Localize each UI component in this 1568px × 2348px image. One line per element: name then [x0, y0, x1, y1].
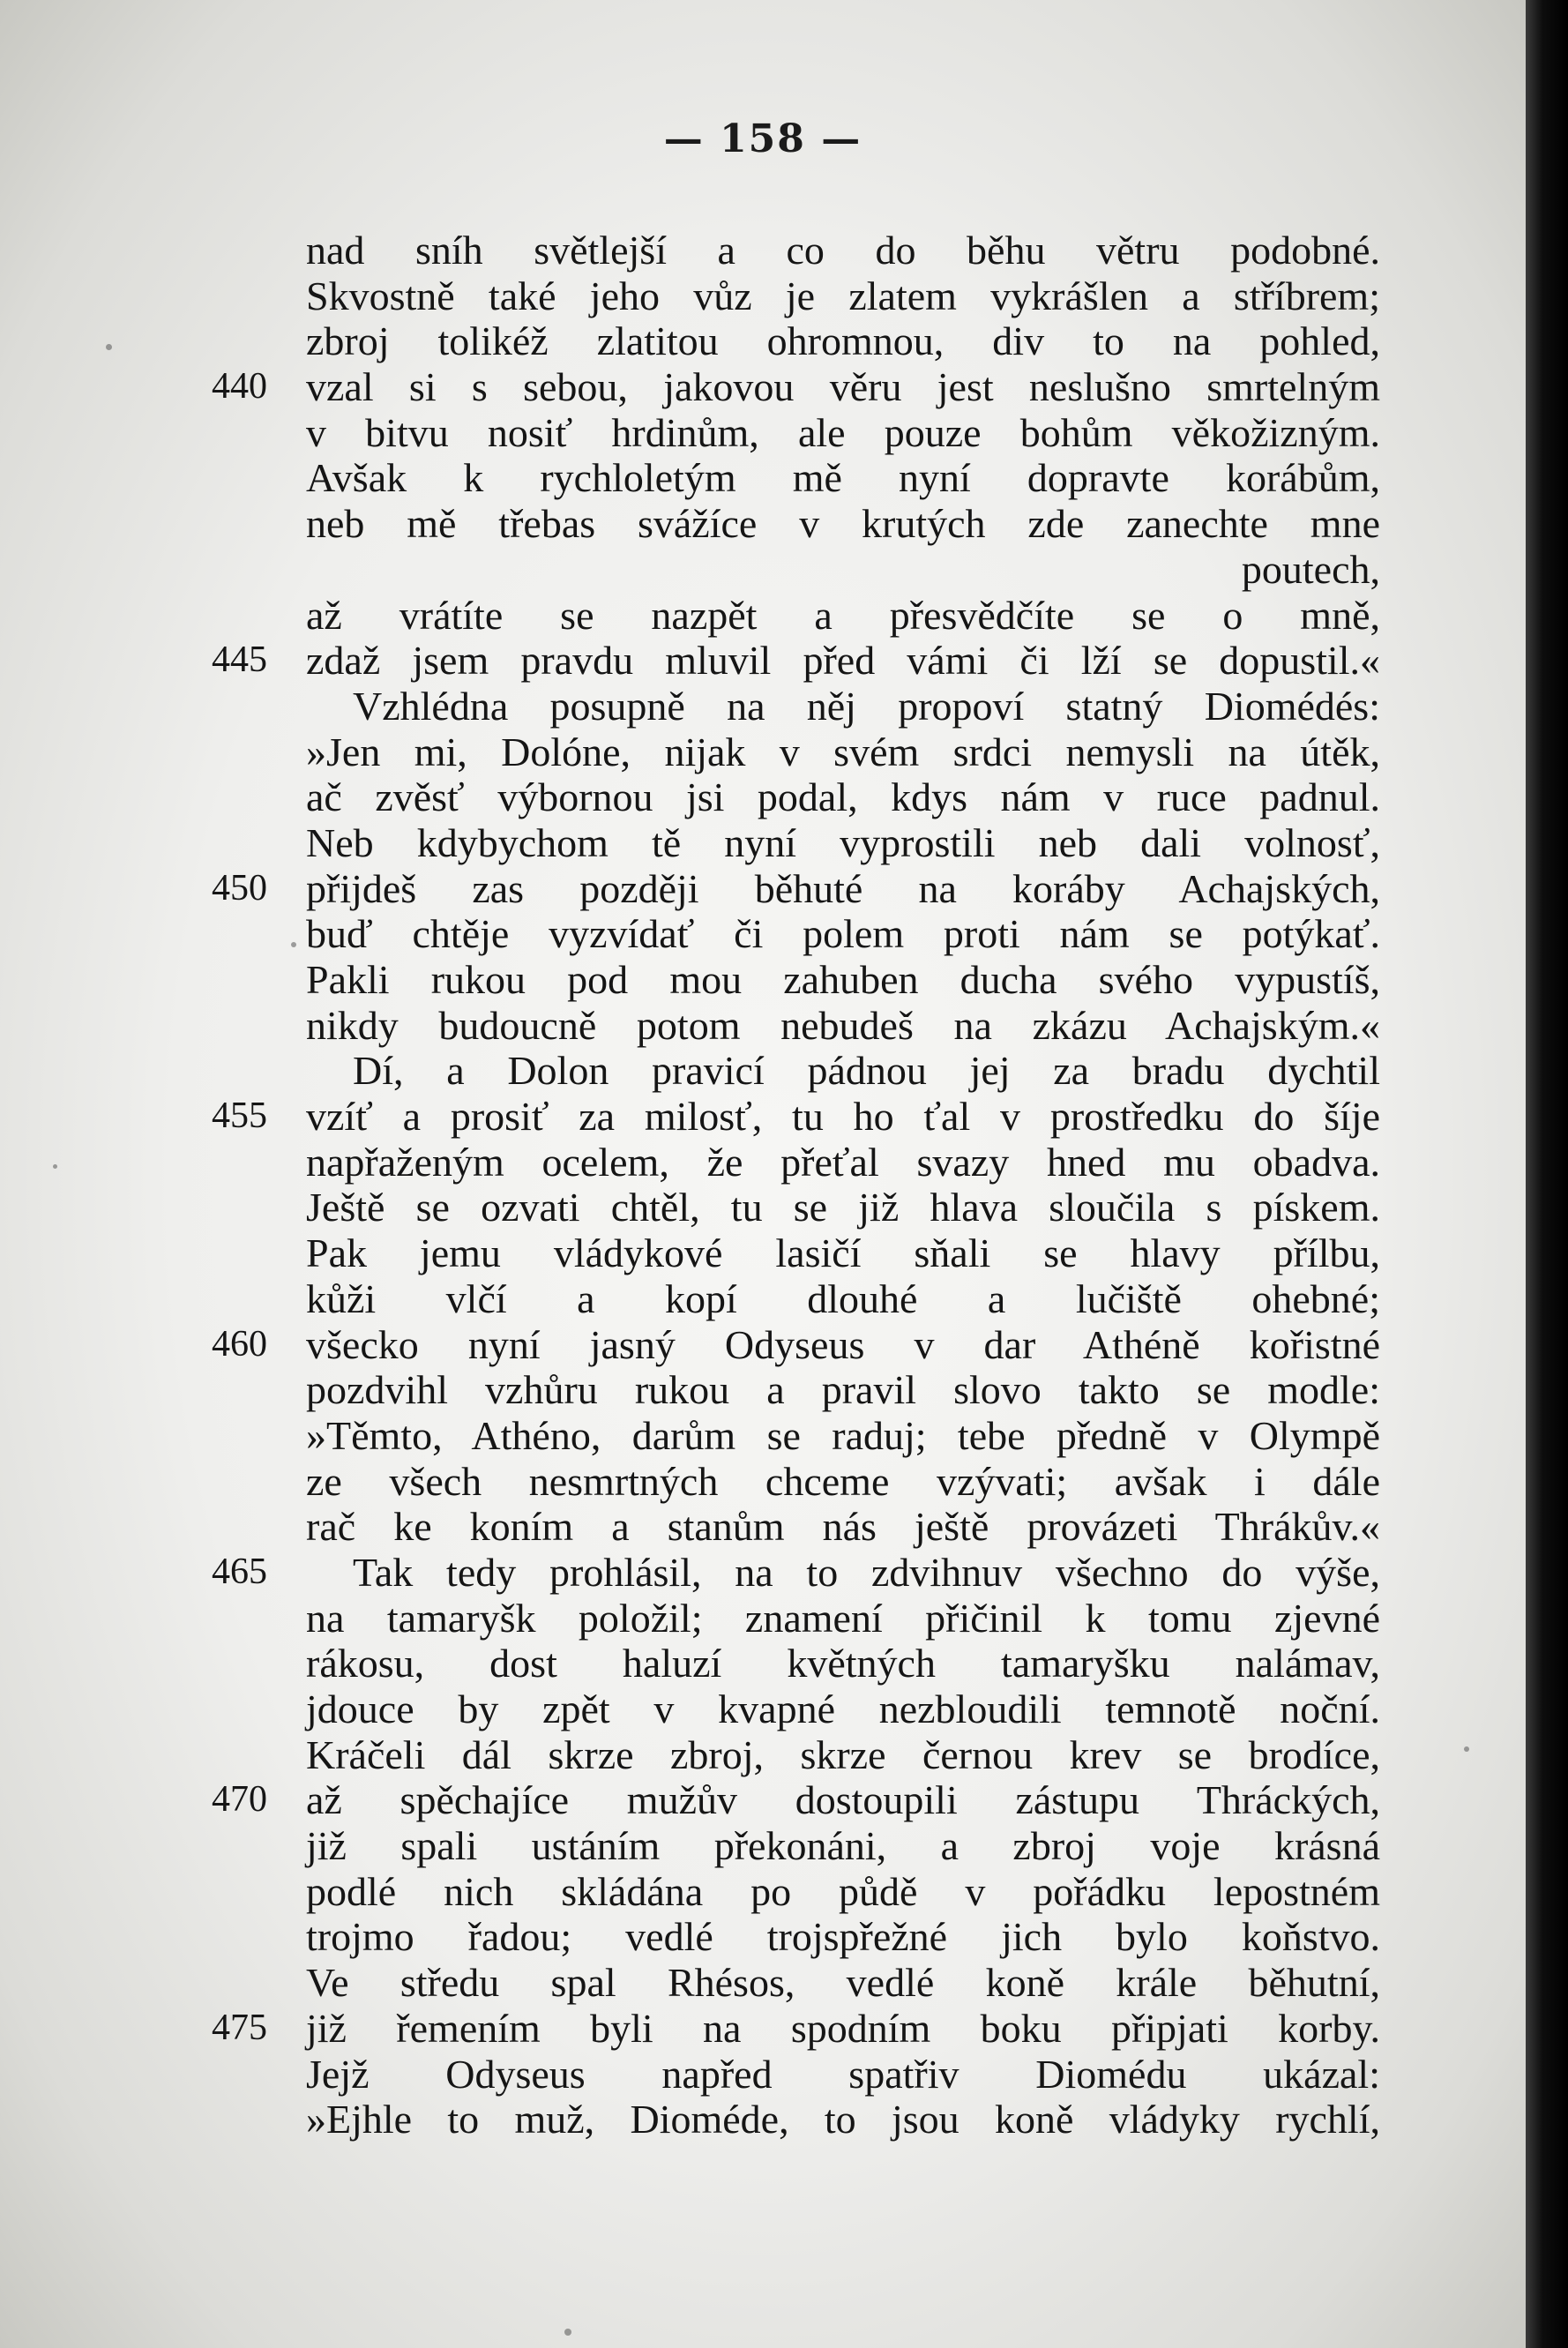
verse-line — [0, 1504, 1526, 1550]
verse-text: »Ejhle to muž, Dioméde, to jsou koně vládyky rychlí, — [306, 2097, 1380, 2142]
verse-line — [0, 1869, 1526, 1915]
verse-text: Vzhlédna posupně na něj propoví statný Diomédés: — [353, 683, 1380, 729]
verse-line — [0, 866, 1526, 912]
verse-line — [0, 410, 1526, 456]
verse-line — [0, 684, 1526, 729]
line-number: 465 — [212, 1551, 267, 1592]
verse-text: rákosu, dost haluzí květných tamaryšku nalámav, — [306, 1641, 1380, 1686]
verse-text: v bitvu nosiť hrdinům, ale pouze bohům věkožizným. — [306, 409, 1380, 455]
verse-text: zbroj tolikéž zlatitou ohromnou, div to na pohled, — [306, 318, 1380, 364]
verse-text: napřaženým ocelem, že přeťal svazy hned mu obadva. — [306, 1139, 1380, 1185]
verse-text: Avšak k rychloletým mě nyní dopravte korábům, — [306, 455, 1380, 501]
verse-text: na tamaryšk položil; znamení přičinil k tomu zjevné — [306, 1595, 1380, 1641]
verse-line — [0, 638, 1526, 684]
verse-line — [0, 1230, 1526, 1276]
verse-text: Pak jemu vládykové lasičí sňali se hlavy přílbu, — [306, 1230, 1380, 1276]
verse-text: »Jen mi, Dolóne, nijak v svém srdci nemysli na útěk, — [306, 729, 1380, 774]
verse-text: ze všech nesmrtných chceme vzývati; avšak i dále — [306, 1458, 1380, 1504]
verse-line — [0, 911, 1526, 957]
verse-text: Pakli rukou pod mou zahuben ducha svého vypustíš, — [306, 957, 1380, 1002]
verse-line — [0, 1777, 1526, 1823]
verse-line — [0, 318, 1526, 364]
page-edge — [1526, 0, 1568, 2348]
print-speck — [291, 942, 296, 947]
print-speck — [106, 344, 112, 350]
verse-text: již spali ustáním překonáni, a zbroj voje krásná — [306, 1823, 1380, 1869]
verse-text: jdouce by zpět v kvapné nezbloudili temnotě noční. — [306, 1686, 1380, 1731]
verse-line — [0, 364, 1526, 410]
verse-line — [0, 729, 1526, 775]
verse-text: všecko nyní jasný Odyseus v dar Athéně kořistné — [306, 1321, 1380, 1367]
verse-line — [0, 1459, 1526, 1505]
verse-line — [0, 2097, 1526, 2142]
print-speck — [53, 1164, 57, 1169]
verse-line — [0, 1322, 1526, 1368]
verse-text: až vrátíte se nazpět a přesvědčíte se o mně, — [306, 592, 1380, 638]
line-number: 445 — [212, 639, 267, 681]
verse-text: Neb kdybychom tě nyní vyprostili neb dali volnosť, — [306, 819, 1380, 865]
verse-text: »Těmto, Athéno, darům se raduj; tebe předně v Olympě — [306, 1412, 1380, 1458]
verse-line — [0, 1550, 1526, 1596]
verse-line — [0, 455, 1526, 501]
line-number: 460 — [212, 1323, 267, 1365]
verse-line — [0, 1413, 1526, 1459]
line-number: 440 — [212, 366, 267, 408]
verse-line — [0, 547, 1526, 593]
verse-text: podlé nich skládána po půdě v pořádku lepostném — [306, 1868, 1380, 1914]
verse-line — [0, 1596, 1526, 1641]
verse-line — [0, 1914, 1526, 1960]
verse-line — [0, 1140, 1526, 1185]
verse-line — [0, 820, 1526, 866]
verse-line — [0, 1048, 1526, 1094]
verse-text: nikdy budoucně potom nebudeš na zkázu Achajským.« — [306, 1002, 1380, 1048]
verse-line — [0, 1960, 1526, 2006]
verse-line — [0, 501, 1526, 547]
verse-line — [0, 2006, 1526, 2052]
verse-line — [0, 1003, 1526, 1049]
verse-text: Skvostně také jeho vůz je zlatem vykrášlen a stříbrem; — [306, 273, 1380, 318]
verse-text: zdaž jsem pravdu mluvil před vámi či lží se dopustil.« — [306, 638, 1380, 684]
verse-text: vzíť a prosiť za milosť, tu ho ťal v prostředku do šíje — [306, 1094, 1380, 1140]
verse-text: Ještě se ozvati chtěl, tu se již hlava sloučila s pískem. — [306, 1185, 1380, 1230]
verse-line — [0, 957, 1526, 1003]
line-number: 470 — [212, 1779, 267, 1821]
verse-text: Ve středu spal Rhésos, vedlé koně krále běhutní, — [306, 1960, 1380, 2006]
verse-text: Dí, a Dolon pravicí pádnou jej za bradu dychtil — [353, 1048, 1380, 1094]
verse-text: ač zvěsť výbornou jsi podal, kdys nám v ruce padnul. — [306, 774, 1380, 820]
verse-text: Kráčeli dál skrze zbroj, skrze černou krev se brodíce, — [306, 1731, 1380, 1777]
verse-block — [0, 228, 1526, 2142]
verse-text: nad sníh světlejší a co do běhu větru podobné. — [306, 228, 1380, 273]
verse-text: trojmo řadou; vedlé trojspřežné jich bylo koňstvo. — [306, 1914, 1380, 1960]
verse-text: buď chtěje vyzvídať či polem proti nám se potýkať. — [306, 911, 1380, 957]
verse-text: rač ke koním a stanům nás ještě provázeti Thrákův.« — [306, 1504, 1380, 1550]
verse-line — [0, 273, 1526, 319]
line-number: 475 — [212, 2007, 267, 2048]
verse-text: až spěchajíce mužův dostoupili zástupu Thráckých, — [306, 1777, 1380, 1823]
verse-line — [0, 1185, 1526, 1230]
verse-line — [0, 1686, 1526, 1732]
print-speck — [564, 2329, 571, 2336]
print-speck — [1464, 1746, 1469, 1752]
verse-text: vzal si s sebou, jakovou věru jest neslušno smrtelným — [306, 364, 1380, 410]
verse-line — [0, 1367, 1526, 1413]
verse-text: poutech, — [1241, 546, 1380, 592]
verse-text: pozdvihl vzhůru rukou a pravil slovo takto se modle: — [306, 1367, 1380, 1413]
verse-text: již řemením byli na spodním boku připjati korby. — [306, 2005, 1380, 2051]
verse-line — [0, 1276, 1526, 1322]
verse-text: přijdeš zas později běhuté na koráby Achajských, — [306, 865, 1380, 911]
verse-line — [0, 228, 1526, 273]
verse-line — [0, 1823, 1526, 1869]
verse-text: Tak tedy prohlásil, na to zdvihnuv všechno do výše, — [353, 1549, 1380, 1595]
verse-text: kůži vlčí a kopí dlouhé a lučiště ohebné; — [306, 1275, 1380, 1321]
verse-line — [0, 1094, 1526, 1140]
line-number: 450 — [212, 867, 267, 909]
verse-line — [0, 774, 1526, 820]
page-number: — 158 — — [663, 116, 862, 161]
verse-line — [0, 1641, 1526, 1686]
verse-text: Jejž Odyseus napřed spatřiv Diomédu ukázal: — [306, 2051, 1380, 2097]
line-number: 455 — [212, 1095, 267, 1137]
verse-line — [0, 2052, 1526, 2097]
verse-text: neb mě třebas svážíce v krutých zde zanechte mne — [306, 501, 1380, 547]
verse-line — [0, 593, 1526, 639]
verse-line — [0, 1732, 1526, 1778]
